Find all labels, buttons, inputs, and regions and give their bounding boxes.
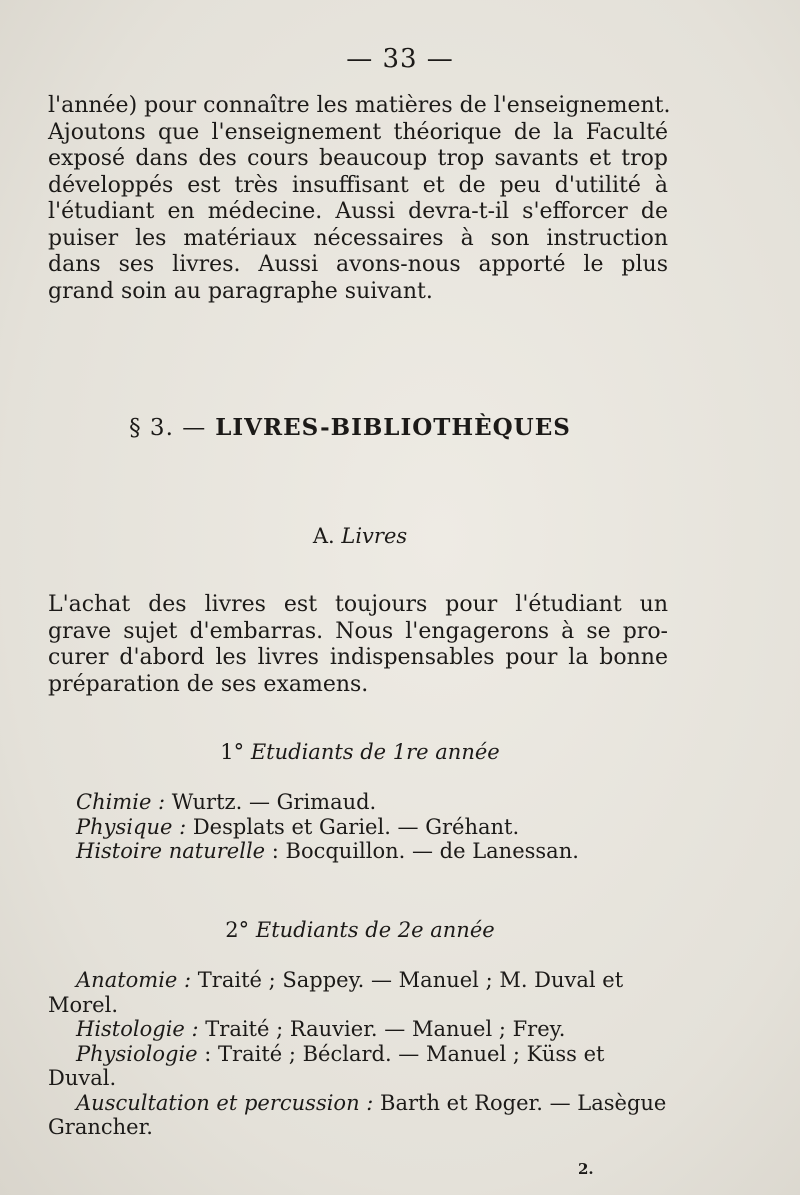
list-item (48, 1017, 668, 1042)
text-line: l'étudiant en médecine. Aussi devra-t-il s'efforcer de (48, 199, 668, 224)
page-number: — 33 — (346, 44, 454, 74)
year1-book-list (48, 790, 668, 864)
text-line: grave sujet d'embarras. Nous l'engagerons à se pro- (48, 618, 668, 644)
year1-title: Etudiants de 1re année (250, 740, 500, 764)
list-item (48, 815, 668, 840)
text-line: l'année) pour connaître les matières de l'enseignement. (48, 93, 671, 118)
text-line: développés est très insuffisant et de peu d'utilité à (48, 172, 668, 198)
text-line: préparation de ses examens. (48, 671, 369, 697)
intro-paragraph (48, 93, 671, 305)
year1-number: 1° (220, 740, 245, 764)
book-authors: : Bocquillon. — de Lanessan. (265, 839, 579, 863)
subsection-heading (0, 524, 720, 548)
subsection-letter: A. (312, 524, 335, 548)
text-line: puiser les matériaux nécessaires à son instruction (48, 225, 668, 251)
list-item (48, 790, 668, 815)
year2-title: Etudiants de 2e année (255, 918, 495, 942)
book-authors: Traité ; Rauvier. — Manuel ; Frey. (198, 1017, 566, 1041)
list-item (48, 1091, 668, 1140)
list-item (48, 839, 668, 864)
text-line: grand soin au paragraphe suivant. (48, 278, 433, 304)
subject-label: Physiologie (76, 1041, 198, 1066)
text-line: dans ses livres. Aussi avons-nous apporté le plus (48, 252, 668, 277)
text-line: curer d'abord les livres indispensables pour la bonne (48, 645, 668, 670)
text-line: Ajoutons que l'enseignement théorique de la Faculté (48, 119, 668, 145)
book-authors: Wurtz. — Grimaud. (165, 790, 377, 814)
year2-heading (0, 918, 720, 942)
text-line: exposé dans des cours beaucoup trop savants et trop (48, 146, 668, 171)
year1-heading (0, 740, 720, 764)
books-paragraph (48, 592, 668, 698)
subject-label: Physique : (76, 814, 187, 839)
year2-book-list (48, 968, 668, 1140)
section-number: § 3. — (129, 415, 207, 441)
subject-label: Histologie : (76, 1017, 199, 1041)
book-authors: : Traité ; Béclard. — Manuel ; Küss et Duval. (48, 1041, 605, 1090)
subsection-title: Livres (341, 524, 408, 548)
subject-label: Anatomie : (76, 968, 192, 992)
section-heading (0, 414, 700, 441)
list-item (48, 1042, 668, 1091)
book-authors: Traité ; Sappey. — Manuel ; M. Duval et Morel. (48, 968, 624, 1017)
year2-number: 2° (225, 918, 250, 942)
text-line: L'achat des livres est toujours pour l'étudiant un (48, 592, 668, 617)
subject-label: Auscultation et percussion : (76, 1090, 374, 1115)
section-title: LIVRES-BIBLIOTHÈQUES (215, 414, 571, 441)
subject-label: Chimie : (76, 790, 166, 814)
list-item (48, 968, 668, 1017)
book-authors: Desplats et Gariel. — Gréhant. (186, 814, 520, 839)
signature-mark: 2. (578, 1160, 594, 1178)
subject-label: Histoire naturelle (76, 839, 266, 863)
book-authors: Barth et Roger. — Lasègue Grancher. (48, 1090, 667, 1139)
